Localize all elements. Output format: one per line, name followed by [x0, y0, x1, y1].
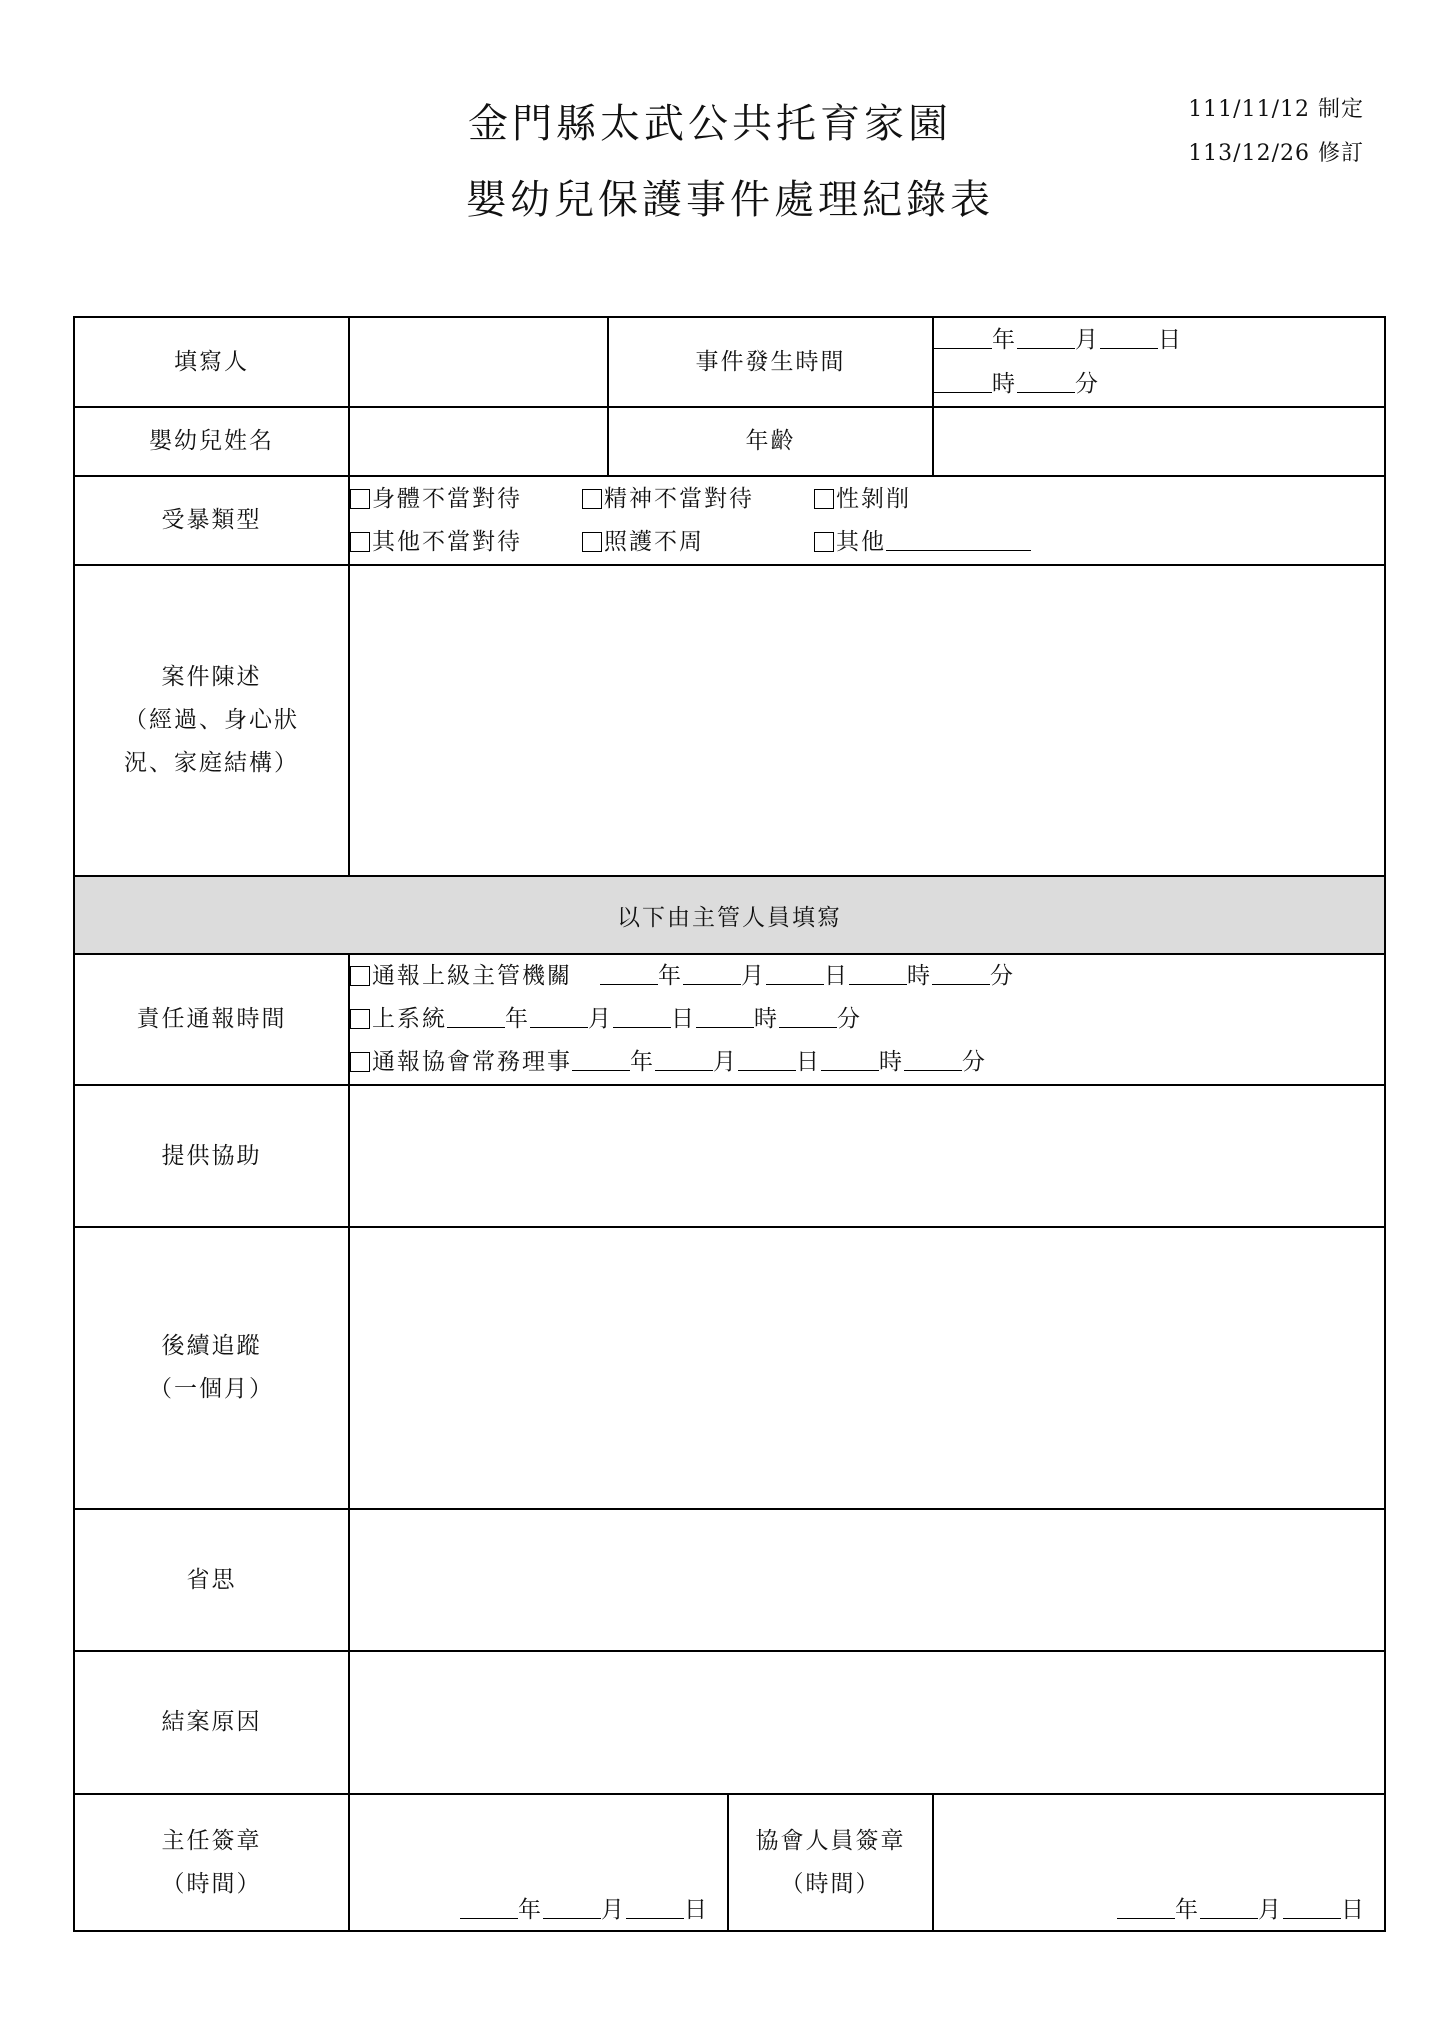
checkbox-icon[interactable]	[350, 1052, 370, 1072]
closure-label: 結案原因	[74, 1651, 349, 1794]
row-report-time	[74, 954, 1385, 1085]
row-reflection	[74, 1509, 1385, 1651]
abuse-option-mental[interactable]: 精神不當對待	[582, 478, 814, 521]
filler-field[interactable]	[349, 317, 608, 407]
followup-label: 後續追蹤 （一個月）	[74, 1227, 349, 1509]
case-description-label: 案件陳述 （經過、身心狀 況、家庭結構）	[74, 565, 349, 876]
row-child-name	[74, 407, 1385, 476]
child-name-field[interactable]	[349, 407, 608, 476]
abuse-option-sexual[interactable]: 性剝削	[814, 478, 911, 521]
row-followup	[74, 1227, 1385, 1509]
association-signature-label: 協會人員簽章 （時間）	[728, 1794, 933, 1931]
row-banner	[74, 876, 1385, 954]
director-signature-label: 主任簽章 （時間）	[74, 1794, 349, 1931]
event-time-field[interactable]: 年 月 日 時 分	[933, 317, 1385, 407]
row-abuse-type	[74, 476, 1385, 565]
checkbox-icon[interactable]	[350, 966, 370, 986]
report-time-label: 責任通報時間	[74, 954, 349, 1085]
report-option-system[interactable]: 上系統 年 月 日 時 分	[350, 1006, 862, 1032]
abuse-type-label: 受暴類型	[74, 476, 349, 565]
abuse-option-other[interactable]: 其他	[814, 521, 1031, 564]
revised-date: 113/12/26 修訂	[1188, 141, 1364, 166]
report-option-authority[interactable]: 通報上級主管機關 年 月 日 時 分	[350, 963, 1015, 989]
age-field[interactable]	[933, 407, 1385, 476]
abuse-option-neglect[interactable]: 照護不周	[582, 521, 814, 564]
reflection-field[interactable]	[349, 1509, 1385, 1651]
age-label: 年齡	[608, 407, 933, 476]
abuse-type-options	[349, 476, 1385, 565]
filler-label: 填寫人	[74, 317, 349, 407]
checkbox-icon[interactable]	[582, 489, 602, 509]
director-signature-date: 年 月 日	[460, 1891, 709, 1924]
form-title: 嬰幼兒保護事件處理紀錄表	[466, 177, 994, 223]
row-filler	[74, 317, 1385, 407]
event-time-label: 事件發生時間	[608, 317, 933, 407]
report-option-association[interactable]: 通報協會常務理事 年 月 日 時 分	[350, 1049, 987, 1075]
row-case-description	[74, 565, 1385, 876]
reflection-label: 省思	[74, 1509, 349, 1651]
checkbox-icon[interactable]	[814, 489, 834, 509]
association-signature-field[interactable]	[933, 1794, 1385, 1931]
child-name-label: 嬰幼兒姓名	[74, 407, 349, 476]
followup-field[interactable]	[349, 1227, 1385, 1509]
closure-field[interactable]	[349, 1651, 1385, 1794]
checkbox-icon[interactable]	[350, 489, 370, 509]
abuse-option-other-mistreat[interactable]: 其他不當對待	[350, 521, 582, 564]
checkbox-icon[interactable]	[350, 1009, 370, 1029]
created-date: 111/11/12 制定	[1188, 97, 1364, 122]
abuse-option-physical[interactable]: 身體不當對待	[350, 478, 582, 521]
incident-record-table	[73, 316, 1386, 1932]
row-assistance	[74, 1085, 1385, 1227]
form-title-org: 金門縣太武公共托育家園	[468, 101, 952, 147]
director-signature-field[interactable]	[349, 1794, 728, 1931]
checkbox-icon[interactable]	[350, 532, 370, 552]
checkbox-icon[interactable]	[814, 532, 834, 552]
association-signature-date: 年 月 日	[1117, 1891, 1366, 1924]
checkbox-icon[interactable]	[582, 532, 602, 552]
row-signatures	[74, 1794, 1385, 1931]
report-time-options	[349, 954, 1385, 1085]
supervisor-section-banner: 以下由主管人員填寫	[74, 876, 1385, 954]
row-closure	[74, 1651, 1385, 1794]
assistance-field[interactable]	[349, 1085, 1385, 1227]
case-description-field[interactable]	[349, 565, 1385, 876]
assistance-label: 提供協助	[74, 1085, 349, 1227]
